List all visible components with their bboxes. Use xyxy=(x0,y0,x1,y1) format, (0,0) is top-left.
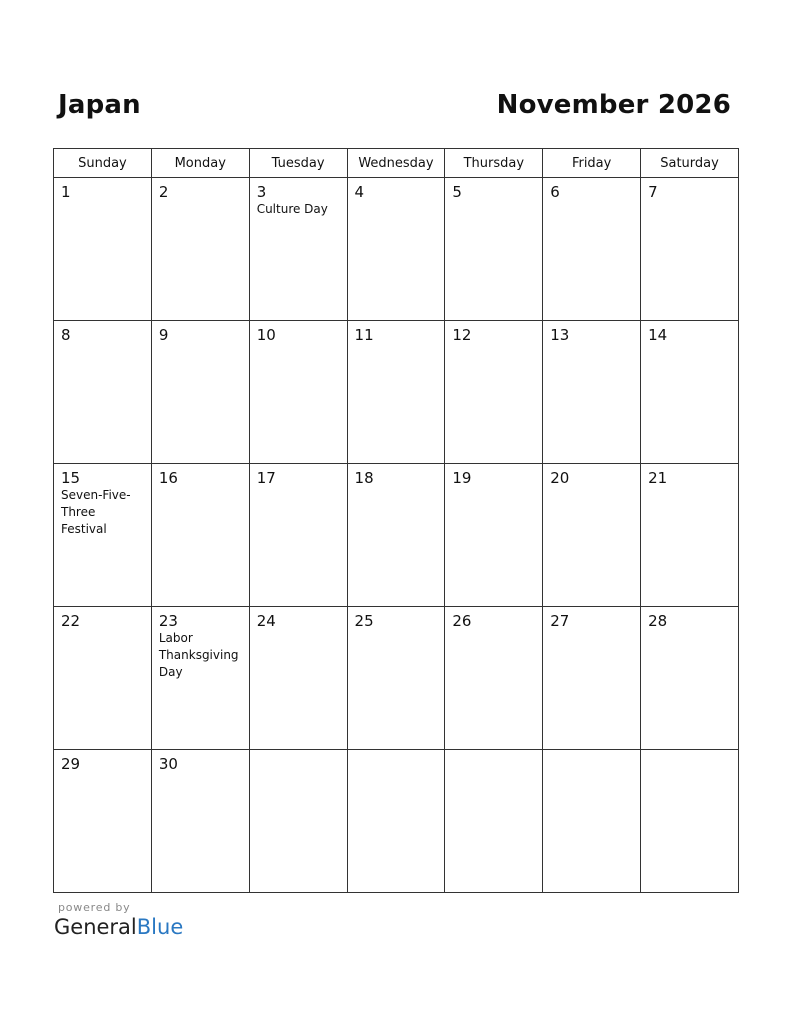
day-cell xyxy=(151,178,249,321)
week-row xyxy=(54,750,739,893)
day-number: 24 xyxy=(256,612,276,630)
day-cell xyxy=(641,178,739,321)
weekday-sunday: Sunday xyxy=(54,149,152,178)
day-number: 19 xyxy=(452,469,472,487)
day-cell xyxy=(54,750,152,893)
calendar-grid xyxy=(53,148,739,893)
day-cell xyxy=(641,464,739,607)
day-cell xyxy=(249,750,347,893)
day-number: 14 xyxy=(648,326,668,344)
day-number: 27 xyxy=(550,612,570,630)
day-number: 17 xyxy=(256,469,276,487)
day-number: 16 xyxy=(158,469,178,487)
day-cell xyxy=(543,750,641,893)
day-cell xyxy=(347,464,445,607)
week-row xyxy=(54,178,739,321)
day-cell xyxy=(249,607,347,750)
week-row xyxy=(54,464,739,607)
day-number: 18 xyxy=(354,469,374,487)
day-cell xyxy=(445,750,543,893)
day-cell xyxy=(347,607,445,750)
day-number: 6 xyxy=(550,183,560,201)
day-number: 4 xyxy=(354,183,365,201)
day-cell xyxy=(347,178,445,321)
day-cell xyxy=(151,607,249,750)
day-cell xyxy=(151,750,249,893)
generalblue-logo xyxy=(54,915,183,939)
day-cell xyxy=(54,464,152,607)
day-number: 11 xyxy=(354,326,374,344)
weekday-friday: Friday xyxy=(543,149,641,178)
day-cell xyxy=(445,321,543,464)
day-cell xyxy=(543,178,641,321)
day-cell xyxy=(641,750,739,893)
day-cell xyxy=(347,321,445,464)
weekday-wednesday: Wednesday xyxy=(347,149,445,178)
day-cell xyxy=(54,178,152,321)
day-number: 3 xyxy=(256,183,267,201)
day-number: 2 xyxy=(158,183,169,201)
day-cell xyxy=(641,321,739,464)
day-number: 5 xyxy=(452,183,462,201)
day-cell xyxy=(249,464,347,607)
day-number: 7 xyxy=(648,183,658,201)
day-number: 22 xyxy=(61,612,81,630)
day-cell xyxy=(543,607,641,750)
month-year-title: November 2026 xyxy=(496,90,731,120)
day-number: 1 xyxy=(61,183,71,201)
day-cell xyxy=(54,321,152,464)
holiday-label: Culture Day xyxy=(256,202,328,216)
weekday-header-row xyxy=(54,149,739,178)
weekday-monday: Monday xyxy=(151,149,249,178)
day-cell xyxy=(445,464,543,607)
day-number: 8 xyxy=(61,326,71,344)
day-cell xyxy=(445,607,543,750)
day-cell xyxy=(151,464,249,607)
day-number: 13 xyxy=(550,326,570,344)
country-title: Japan xyxy=(58,90,141,120)
day-cell xyxy=(543,321,641,464)
holiday-label: Labor Thanksgiving Day xyxy=(158,631,239,679)
holiday-label: Seven-Five-Three Festival xyxy=(61,488,131,536)
logo-general-text: General xyxy=(54,915,137,939)
day-number: 30 xyxy=(158,755,178,773)
day-cell xyxy=(445,178,543,321)
day-cell xyxy=(641,607,739,750)
day-cell xyxy=(151,321,249,464)
day-cell xyxy=(543,464,641,607)
day-cell xyxy=(54,607,152,750)
weekday-tuesday: Tuesday xyxy=(249,149,347,178)
day-number: 29 xyxy=(61,755,81,773)
weekday-thursday: Thursday xyxy=(445,149,543,178)
week-row xyxy=(54,607,739,750)
day-number: 21 xyxy=(648,469,668,487)
day-cell xyxy=(249,178,347,321)
day-cell xyxy=(249,321,347,464)
day-number: 28 xyxy=(648,612,668,630)
week-row xyxy=(54,321,739,464)
day-number: 10 xyxy=(256,326,276,344)
day-number: 15 xyxy=(61,469,81,487)
day-number: 9 xyxy=(158,326,169,344)
powered-by-label: powered by xyxy=(58,901,131,914)
day-number: 12 xyxy=(452,326,472,344)
day-cell xyxy=(347,750,445,893)
day-number: 20 xyxy=(550,469,570,487)
day-number: 26 xyxy=(452,612,472,630)
logo-blue-text: Blue xyxy=(136,915,184,939)
day-number: 25 xyxy=(354,612,374,630)
weekday-saturday: Saturday xyxy=(641,149,739,178)
day-number: 23 xyxy=(158,612,178,630)
